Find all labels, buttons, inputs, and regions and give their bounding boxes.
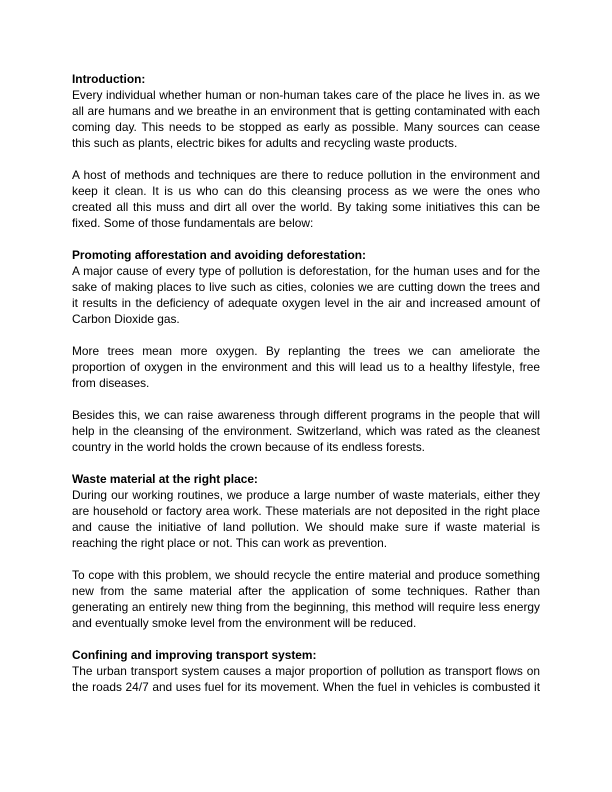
text-line: A major cause of every type of pollution is deforestation, for the human uses and for the <box>72 264 540 278</box>
section-heading: Waste material at the right place: <box>72 472 258 486</box>
section-heading: Introduction: <box>72 72 146 86</box>
text-line: and eventually smoke level from the environment will be reduced. <box>72 616 417 630</box>
text-line: A host of methods and techniques are there to reduce pollution in the environment and <box>72 168 540 182</box>
text-line: and cause the initiative of land pollution. We should make sure if waste material is <box>72 520 540 534</box>
paragraph <box>72 487 540 551</box>
text-line: from diseases. <box>72 376 150 390</box>
text-line: this such as plants, electric bikes for adults and recycling waste products. <box>72 136 458 150</box>
text-line: all are humans and we breathe in an environment that is getting contaminated with each <box>72 104 540 118</box>
text-line: keep it clean. It is us who can do this cleansing process as we were the ones who <box>72 184 540 198</box>
text-line: created all this muss and dirt all over the world. By taking some initiatives this can be <box>72 200 540 214</box>
text-line: are household or factory area work. These materials are not deposited in the right place <box>72 504 540 518</box>
text-line: More trees mean more oxygen. By replanting the trees we can ameliorate the <box>72 344 540 358</box>
text-line: it results in the deficiency of adequate oxygen level in the air and increased amount of <box>72 296 540 310</box>
paragraph <box>72 567 540 631</box>
text-line: reaching the right place or not. This can work as prevention. <box>72 536 388 550</box>
text-line: During our working routines, we produce a large number of waste materials, either they <box>72 488 540 502</box>
paragraph <box>72 87 540 151</box>
text-line: sake of making places to live such as cities, colonies we are cutting down the trees and <box>72 280 540 294</box>
section <box>72 71 540 231</box>
section <box>72 247 540 455</box>
section <box>72 647 540 695</box>
paragraph <box>72 663 540 695</box>
text-line: Every individual whether human or non-human takes care of the place he lives in. as we <box>72 88 540 102</box>
text-line: Besides this, we can raise awareness through different programs in the people that will <box>72 408 540 422</box>
text-line: The urban transport system causes a major proportion of pollution as transport flows on <box>72 664 540 678</box>
section <box>72 471 540 631</box>
text-line: generating an entirely new thing from the beginning, this method will require less energy <box>72 600 540 614</box>
section-heading: Confining and improving transport system: <box>72 648 317 662</box>
paragraph <box>72 407 540 455</box>
document-page <box>72 71 540 711</box>
text-line: fixed. Some of those fundamentals are below: <box>72 216 314 230</box>
text-line: country in the world holds the crown because of its endless forests. <box>72 440 425 454</box>
text-line: proportion of oxygen in the environment and this will lead us to a healthy lifestyle, free <box>72 360 540 374</box>
text-line: the roads 24/7 and uses fuel for its movement. When the fuel in vehicles is combusted it <box>72 680 540 694</box>
paragraph <box>72 263 540 327</box>
text-line: To cope with this problem, we should recycle the entire material and produce something <box>72 568 540 582</box>
text-line: help in the cleansing of the environment. Switzerland, which was rated as the cleanest <box>72 424 540 438</box>
text-line: coming day. This needs to be stopped as early as possible. Many sources can cease <box>72 120 540 134</box>
text-line: new from the same material after the application of some techniques. Rather than <box>72 584 540 598</box>
text-line: Carbon Dioxide gas. <box>72 312 180 326</box>
section-heading: Promoting afforestation and avoiding deforestation: <box>72 248 366 262</box>
paragraph <box>72 343 540 391</box>
paragraph <box>72 167 540 231</box>
